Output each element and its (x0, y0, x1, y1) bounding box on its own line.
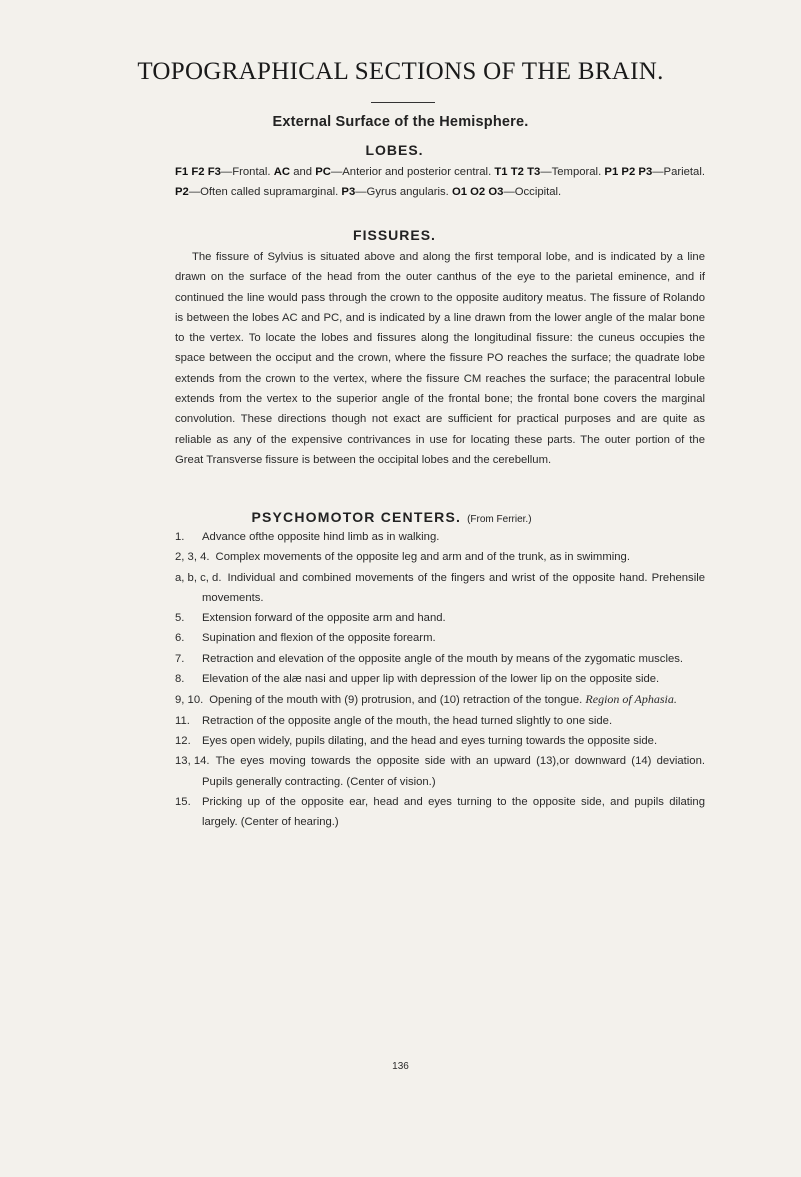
item-text: Elevation of the alæ nasi and upper lip with depression of the lower lip on the opposite side. (202, 673, 660, 686)
psychomotor-heading (0, 509, 792, 525)
list-item (175, 568, 705, 609)
page-title: TOPOGRAPHICAL SECTIONS OF THE BRAIN. (137, 58, 664, 85)
item-number: 6. (175, 632, 185, 645)
item-text: Extension forward of the opposite arm and hand. (202, 612, 446, 625)
item-number: 8. (175, 673, 185, 686)
item-text: Advance ofthe opposite hind limb as in walking. (202, 531, 440, 543)
psychomotor-source: (From Ferrier.) (467, 514, 532, 525)
list-item (175, 669, 705, 689)
title-rule (371, 102, 435, 103)
page-number: 136 (392, 1061, 409, 1072)
lobes-paragraph: F1 F2 F3—Frontal. AC and PC—Anterior and posterior central. T1 T2 T3—Temporal. P1 P2 P3—Parietal. P2—Often called supramarginal. P3—Gyrus angularis. O1 O2 O3—Occipital. (175, 166, 705, 199)
item-number: 9, 10. (175, 694, 204, 707)
item-number: 15. (175, 795, 191, 808)
item-number: a, b, c, d. (175, 571, 222, 584)
item-text: Supination and flexion of the opposite forearm. (202, 632, 436, 645)
item-text: Opening of the mouth with (9) protrusion, and (10) retraction of the tongue. (209, 694, 583, 707)
item-number: 7. (175, 652, 185, 665)
psychomotor-heading-text: PSYCHOMOTOR CENTERS. (251, 509, 462, 525)
item-number: 11. (175, 714, 190, 727)
list-item (175, 547, 705, 567)
item-text: Individual and combined movements of the fingers and wrist of the opposite hand. Prehensile movements. (202, 571, 705, 604)
item-number: 2, 3, 4. (175, 551, 210, 564)
list-item (175, 751, 705, 792)
lobes-heading: LOBES. (365, 142, 424, 158)
list-item (175, 711, 705, 731)
list-item (175, 527, 705, 547)
item-text: Retraction and elevation of the opposite angle of the mouth by means of the zygomatic muscles. (202, 652, 684, 665)
list-item (175, 608, 705, 628)
list-item (175, 689, 705, 710)
list-item (175, 628, 705, 648)
item-text: Retraction of the opposite angle of the mouth, the head turned slightly to one side. (202, 714, 613, 727)
section-subtitle: External Surface of the Hemisphere. (272, 114, 529, 130)
item-number: 12. (175, 734, 191, 747)
item-text: Complex movements of the opposite leg and arm and of the trunk, as in swimming. (215, 551, 630, 564)
item-text: Eyes open widely, pupils dilating, and the head and eyes turning towards the opposite side. (202, 734, 658, 747)
item-number: 13, 14. (175, 755, 210, 768)
fissures-paragraph: The fissure of Sylvius is situated above and along the first temporal lobe, and is indicated by a line drawn on the surface of the head from the outer canthus of the eye to the parietal eminence, and if continued the line would pass through the crown to the opposite auditory meatus. The fissure of Rolando is between the lobes AC and PC, and is indicated by a line drawn from the lower angle of the malar bone to the vertex. To locate the lobes and fissures along the longitudinal fissure: the cuneus occupies the space between the occiput and the crown, where the fissure PO reaches the surface; the quadrate lobe extends from the crown to the vertex, where the fissure CM reaches the surface; the paracentral lobule extends from the vertex to the superior angle of the frontal bone; the frontal bone covers the marginal convolution. These directions though not exact are sufficient for practical purposes and are quite as reliable as any of the expensive contrivances in use for locating these parts. The outer portion of the Great Transverse fissure is between the occipital lobes and the cerebellum. (175, 251, 705, 466)
fissures-heading: FISSURES. (353, 227, 436, 243)
item-italic-note: Region of Aphasia. (585, 692, 677, 707)
list-item (175, 649, 705, 669)
item-text: Pricking up of the opposite ear, head and eyes turning to the opposite side, and pupils dilating largely. (Center of hearing.) (202, 795, 705, 829)
item-number: 1. (175, 531, 185, 543)
list-item (175, 731, 705, 751)
item-number: 5. (175, 612, 185, 625)
list-item (175, 792, 705, 833)
psychomotor-list (175, 527, 705, 832)
item-text: The eyes moving towards the opposite side with an upward (13),or downward (14) deviation. Pupils generally contracting. (Center of vision.) (202, 755, 705, 788)
